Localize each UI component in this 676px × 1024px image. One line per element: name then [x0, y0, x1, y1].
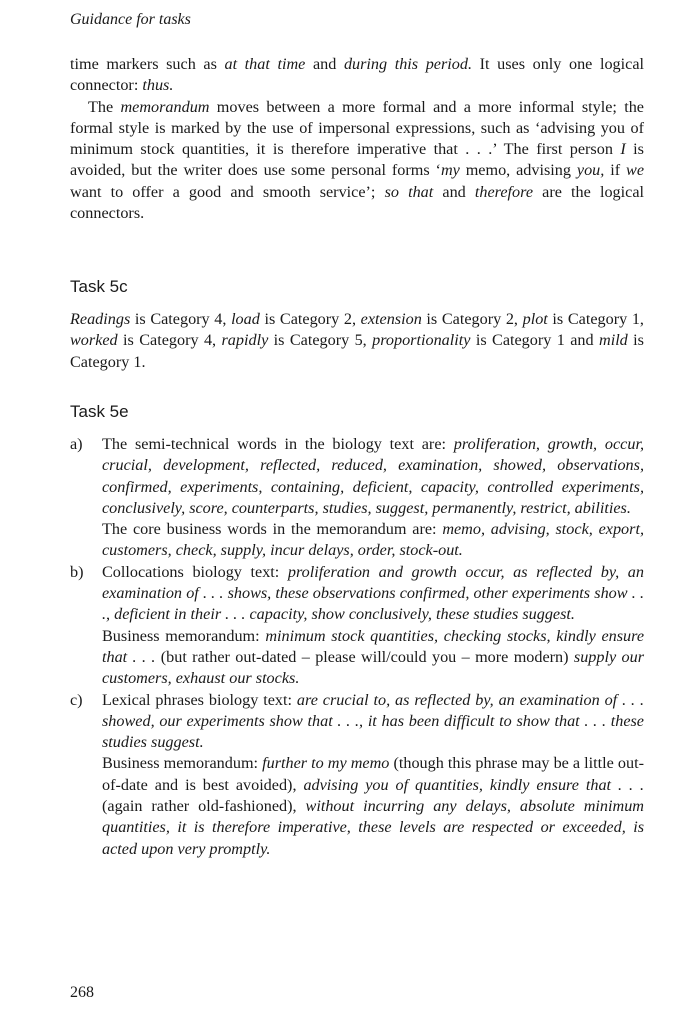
italic-run: proportionality [372, 331, 471, 350]
task-5c-paragraph [70, 309, 644, 373]
text-run: The core business words in the memorandum are: [102, 520, 443, 539]
italic-run: thus. [142, 76, 174, 95]
item-label: a) [70, 435, 83, 453]
intro-paragraph-1 [70, 54, 644, 97]
text-run: is Category 2, [421, 310, 523, 328]
text-run: It uses only one logical connector: [70, 55, 645, 95]
task-5c-body [70, 309, 644, 373]
text-run: are the logical connectors. [70, 182, 644, 223]
italic-run: therefore [474, 182, 534, 201]
italic-run: Readings [70, 310, 131, 328]
text-run: Business memorandum: [102, 626, 266, 645]
text-run: want to offer a good and smooth service’; [70, 182, 385, 201]
italic-run: extension [360, 310, 422, 328]
text-run: memo, advising [459, 161, 577, 180]
text-run: and [433, 182, 475, 201]
italic-run: proliferation and growth occur, as reflected by, an examination of . . . shows, these observations confirmed, other experiments show . . ., deficient in their . . . capacity, show conclusively, these studies suggest. [102, 562, 644, 624]
italic-run: without incurring any delays, absolute minimum quantities, it is therefore imperative, these levels are respected or exceeded, is acted upon very promptly. [102, 797, 644, 858]
text-run: (but rather out-dated – please will/could you – more modern) [155, 647, 574, 666]
italic-run: are crucial to, as reflected by, an examination of . . . showed, our experiments show that . . ., it has been difficult to show that . . . these studies suggest. [102, 690, 645, 752]
item-label: c) [70, 690, 83, 709]
list-item [70, 690, 644, 860]
text-run: is Category 5, [268, 331, 373, 350]
text-run: Lexical phrases biology text: [102, 690, 297, 709]
item-paragraph [102, 690, 644, 754]
task-5e-heading: Task 5e [70, 402, 129, 421]
italic-run: minimum stock quantities, checking stocks, kindly ensure that . . . [102, 626, 644, 666]
italic-run: I [620, 140, 626, 159]
text-run: Collocations biology text: [102, 562, 288, 581]
italic-run: further to my memo [262, 754, 390, 773]
list-item [70, 562, 644, 690]
item-paragraph [102, 519, 644, 562]
italic-run: during this period. [343, 55, 473, 73]
italic-run: supply our customers, exhaust our stocks. [102, 647, 644, 688]
text-run: The semi-technical words in the biology text are: [102, 435, 454, 453]
italic-run: worked [70, 331, 118, 350]
item-paragraph [102, 434, 644, 519]
italic-run: at that time [224, 55, 306, 73]
task-5c-heading: Task 5c [70, 277, 128, 296]
text-run: (again rather old-fashioned), [102, 797, 306, 816]
italic-run: rapidly [221, 331, 269, 350]
text-run: is Category 4, [117, 331, 222, 350]
page-number: 268 [70, 984, 94, 1001]
intro-paragraph-2 [70, 97, 644, 225]
text-run: Business memorandum: [102, 754, 263, 773]
text-run: is Category 2, [259, 310, 361, 328]
text-run: moves between a more formal and a more informal style; the formal style is marked by the use of impersonal expressions, such as ‘advising you of minimum stock quantities, it is therefore imperative that . . .’ The first person [70, 97, 644, 159]
italic-run: you, [576, 161, 605, 180]
text-run: is Category 1, [547, 310, 644, 328]
item-label: b) [70, 562, 84, 581]
italic-run: proliferation, growth, occur, crucial, development, reflected, reduced, examination, showed, observations, confirmed, experiments, containing, deficient, capacity, controlled experiments, conclusively, score, counterparts, studies, suggest, permanently, restrict, abilities. [102, 435, 644, 517]
running-head: Guidance for tasks [70, 11, 191, 28]
text-run: is Category 1. [70, 331, 644, 371]
text-run: and [305, 55, 344, 73]
text-run: time markers such as [70, 55, 225, 73]
italic-run: so that [384, 182, 434, 201]
intro-text [70, 54, 644, 224]
list-item [70, 434, 644, 562]
text-run: The [88, 97, 121, 116]
italic-run: mild [599, 331, 628, 350]
italic-run: memo, advising, stock, export, customers, check, supply, incur delays, order, stock-out. [102, 520, 644, 560]
text-run: is Category 4, [130, 310, 232, 328]
italic-run: we [626, 161, 644, 180]
italic-run: plot [522, 310, 548, 328]
italic-run: advising you of quantities, kindly ensure that . . . [303, 775, 644, 794]
text-run: is avoided, but the writer does use some personal forms ‘ [70, 140, 644, 180]
item-paragraph [102, 562, 644, 626]
text-run: (though this phrase may be a little out-of-date and is best avoided), [102, 754, 644, 794]
item-paragraph [102, 626, 644, 690]
italic-run: load [231, 310, 260, 328]
item-paragraph [102, 753, 644, 859]
text-run: is Category 1 and [470, 331, 599, 350]
italic-run: memorandum [120, 97, 210, 116]
text-run: if [604, 161, 627, 180]
task-5e-list [70, 434, 644, 860]
italic-run: my [440, 161, 460, 180]
